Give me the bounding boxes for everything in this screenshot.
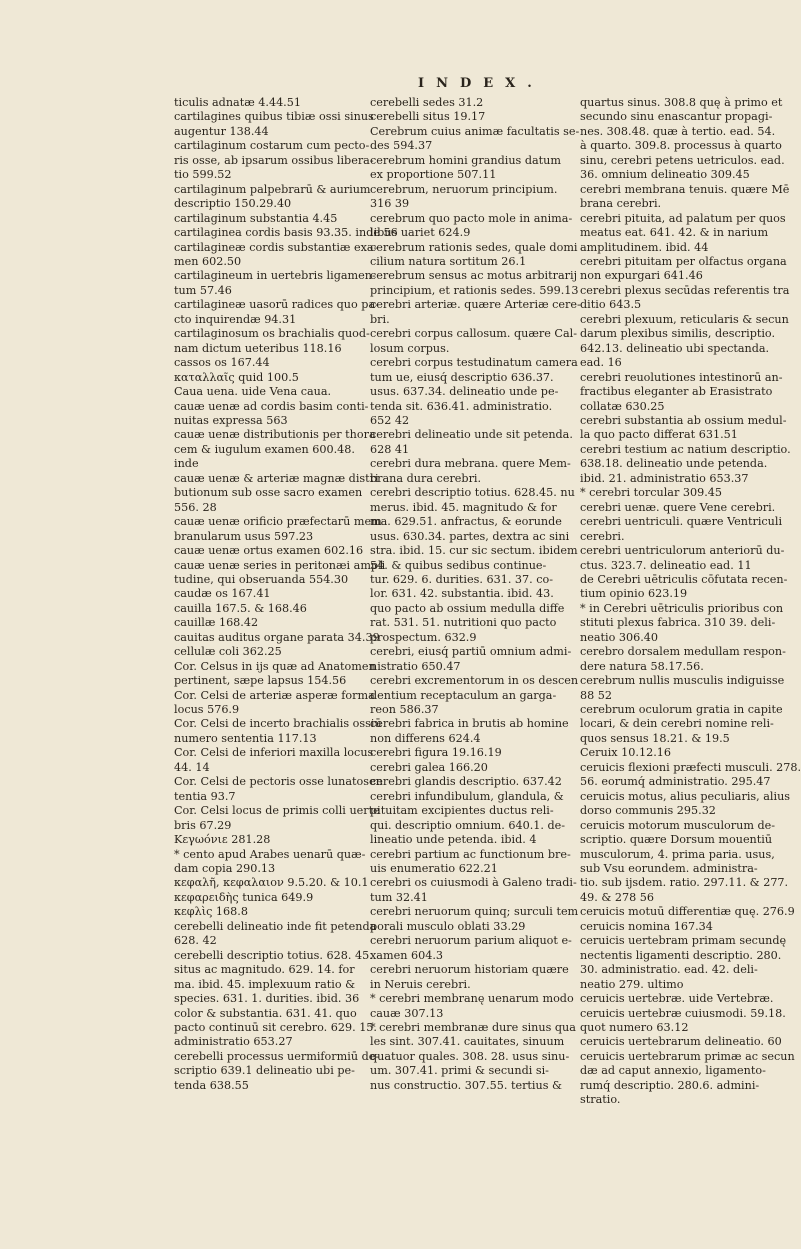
index-entry-line: bris 67.29 <box>174 818 232 832</box>
index-entry-line: numero sententia 117.13 <box>174 731 317 745</box>
index-entry-line: cerebelli sedes 31.2 <box>370 96 484 109</box>
index-entry-line: ead. 16 <box>580 356 622 370</box>
index-entry-line: * cerebri membranæ dure sinus qua <box>370 1021 576 1034</box>
index-entry-line: locari, & dein cerebri nomine reli- <box>580 717 774 731</box>
index-entry-line: cerebri galea 166.20 <box>370 760 488 774</box>
index-entry-line: cauæ uenæ & arteriæ magnæ distri <box>174 471 379 485</box>
index-entry-line: cellulæ coli 362.25 <box>174 645 282 659</box>
index-entry-line: 49. & 278 56 <box>580 890 655 904</box>
index-entry-line: cartilagines quibus tibiæ ossi sinus <box>174 110 374 124</box>
index-entry-line: lor. 631. 42. substantia. ibid. 43. <box>370 587 554 601</box>
index-entry-line: Κεγωόνιε 281.28 <box>174 833 271 847</box>
index-entry-line: cerebrum oculorum gratia in capite <box>580 703 783 717</box>
index-entry-line: cerebri uentriculi. quære Ventriculi <box>580 515 783 529</box>
index-entry-line: quos sensus 18.21. & 19.5 <box>580 731 730 745</box>
index-entry-line: ceruicis uertebram primam secundę <box>580 934 787 948</box>
index-entry-line: pacto continuū sit cerebro. 629. 15. <box>174 1021 377 1034</box>
index-entry-line: 556. 28 <box>174 500 217 514</box>
index-entry-line: meatus eat. 641. 42. & in narium <box>580 226 769 240</box>
index-entry-line: cerebri reuolutiones intestinorū an- <box>580 370 783 384</box>
index-entry-line: cerebrum sensus ac motus arbitrarij <box>370 269 578 283</box>
index-entry-line: des 594.37 <box>370 139 433 153</box>
index-entry-line: cerebri pituitam per olfactus organa <box>580 254 787 268</box>
index-entry-line: cerebri neruorum quinq; surculi tem <box>370 905 579 919</box>
index-entry-line: cerebri figura 19.16.19 <box>370 746 502 760</box>
index-entry-line: 54. & quibus sedibus continue- <box>370 558 547 572</box>
index-entry-line: cauæ uenæ ortus examen 602.16 <box>174 544 364 558</box>
index-entry-line: Cor. Celsi locus de primis colli uerte <box>174 804 380 818</box>
index-entry-line: libus uariet 624.9 <box>370 226 471 240</box>
index-entry-line: tio. sub ijsdem. ratio. 297.11. & 277. <box>580 876 789 890</box>
index-entry-line: scriptio 639.1 delineatio ubi pe- <box>174 1064 355 1078</box>
index-entry-line: xamen 604.3 <box>370 948 443 962</box>
index-entry-line: quot numero 63.12 <box>580 1021 689 1034</box>
index-entry-line: * cento apud Arabes uenarū quæ- <box>174 847 366 861</box>
index-entry-line: scriptio. quære Dorsum mouentiū <box>580 833 773 847</box>
index-entry-line: usus. 637.34. delineatio unde pe- <box>370 385 559 399</box>
index-entry-line: tium opinio 623.19 <box>580 587 688 601</box>
index-entry-line: cartilagineæ uasorū radices quo pa- <box>174 298 379 312</box>
index-entry-line: cem & iugulum examen 600.48. <box>174 442 355 456</box>
index-entry-line: quo pacto ab ossium medulla diffe <box>370 601 565 615</box>
index-entry-line: porali musculo oblati 33.29 <box>370 919 526 933</box>
index-entry-line: κεφαρειδὴς tunica 649.9 <box>174 890 314 904</box>
index-entry-line: um. 307.41. primi & secundi si- <box>370 1064 549 1078</box>
index-entry-line: brana cerebri. <box>580 197 662 211</box>
index-entry-line: neatio 279. ultimo <box>580 977 684 991</box>
index-entry-line: cerebri neruorum parium aliquot e- <box>370 934 572 948</box>
index-entry-line: bri. <box>370 312 390 326</box>
index-entry-line: cerebri, eiusq́ partiū omnium admi- <box>370 645 572 659</box>
index-entry-line: cerebri plexus secūdas referentis tra <box>580 283 790 297</box>
index-entry-line: cauæ uenæ distributionis per thora <box>174 428 376 442</box>
index-entry-line: pituitam excipientes ductus reli- <box>370 804 554 818</box>
index-entry-line: in Neruis cerebri. <box>370 977 471 991</box>
index-entry-line: 638.18. delineatio unde petenda. <box>580 457 768 471</box>
index-entry-line: ceruicis motuū differentiæ quę. 276.9 <box>580 905 795 919</box>
index-entry-line: cerebri corpus testudinatum camera <box>370 356 578 370</box>
index-entry-line: rat. 531. 51. nutritioni quo pacto <box>370 616 557 630</box>
index-entry-line: stituti plexus fabrica. 310 39. deli- <box>580 616 776 630</box>
index-entry-line: cerebri descriptio totius. 628.45. nu <box>370 486 575 500</box>
index-entry-line: cartilagineæ cordis substantiæ exa- <box>174 240 378 254</box>
index-entry-line: ceruicis uertebræ cuiusmodi. 59.18. <box>580 1006 786 1020</box>
index-entry-line: cilium natura sortitum 26.1 <box>370 254 527 268</box>
index-entry-line: * cerebri membranę uenarum modo <box>370 992 574 1006</box>
index-entry-line: nuitas expressa 563 <box>174 413 288 427</box>
index-entry-line: men 602.50 <box>174 254 242 268</box>
index-column-2 <box>370 96 581 1093</box>
index-entry-line: dam copia 290.13 <box>174 862 276 876</box>
index-entry-line: darum plexibus similis, descriptio. <box>580 327 776 341</box>
index-entry-line: non differens 624.4 <box>370 731 481 745</box>
index-entry-line: ctus. 323.7. delineatio ead. 11 <box>580 558 752 572</box>
index-entry-line: 316 39 <box>370 197 410 211</box>
index-entry-line: nes. 308.48. quæ à tertio. ead. 54. <box>580 124 776 138</box>
index-entry-line: ceruicis uertebrarum delineatio. 60 <box>580 1035 782 1049</box>
index-entry-line: cerebri uenæ. quere Vene cerebri. <box>580 500 776 514</box>
index-entry-line: sinu, cerebri petens uetriculos. ead. <box>580 153 785 167</box>
index-entry-line: reon 586.37 <box>370 703 439 717</box>
index-entry-line: musculorum, 4. prima paria. usus, <box>580 847 775 861</box>
index-entry-line: cerebelli processus uermiformiū de- <box>174 1049 380 1063</box>
index-entry-line: à quarto. 309.8. processus à quarto <box>580 139 782 153</box>
index-entry-line: cerebri neruorum historiam quære <box>370 963 569 977</box>
index-entry-line: tenda sit. 636.41. administratio. <box>370 399 553 413</box>
index-entry-line: cerebelli delineatio inde fit petenda <box>174 919 377 933</box>
index-entry-line: κεφαλῆ, κεφαλαιον 9.5.20. & 10.1 <box>174 876 369 890</box>
index-entry-line: ceruicis flexioni præfecti musculi. 278. <box>580 760 801 774</box>
index-column-3 <box>580 96 801 1108</box>
index-entry-line: 30. administratio. ead. 42. deli- <box>580 963 758 977</box>
index-entry-line: cerebri partium ac functionum bre- <box>370 847 571 861</box>
index-entry-line: cerebri dura mebrana. quere Mem- <box>370 457 571 471</box>
index-entry-line: cauilla 167.5. & 168.46 <box>174 601 307 615</box>
index-entry-line: cerebri pituita, ad palatum per quos <box>580 211 786 225</box>
index-entry-line: ma. 629.51. anfractus, & eorunde <box>370 515 562 529</box>
index-entry-line: Cerebrum cuius animæ facultatis se- <box>370 124 580 138</box>
index-entry-line: dentium receptaculum an garga- <box>370 688 557 702</box>
page-header: INDEX. <box>418 76 544 91</box>
index-entry-line: cerebri testium ac natium descriptio. <box>580 442 791 456</box>
index-entry-line: tudine, qui obseruanda 554.30 <box>174 572 349 586</box>
index-entry-line: Cor. Celsi de pectoris osse lunatosen <box>174 775 383 789</box>
index-entry-line: cauæ uenæ series in peritonæi ampli <box>174 558 386 572</box>
index-entry-line: brana dura cerebri. <box>370 471 482 485</box>
index-entry-line: rumq́ descriptio. 280.6. admini- <box>580 1078 760 1092</box>
index-entry-line: 628 41 <box>370 442 410 456</box>
index-entry-line: cerebro dorsalem medullam respon- <box>580 645 786 659</box>
index-entry-line: principium, et rationis sedes. 599.13 <box>370 283 579 297</box>
index-entry-line: cto inquirendæ 94.31 <box>174 312 297 326</box>
index-entry-line: 44. 14 <box>174 760 210 774</box>
index-entry-line: situs ac magnitudo. 629. 14. for <box>174 963 355 977</box>
index-entry-line: dere natura 58.17.56. <box>580 659 704 673</box>
index-entry-line: stratio. <box>580 1093 621 1107</box>
index-entry-line: amplitudinem. ibid. 44 <box>580 240 709 254</box>
index-entry-line: cassos os 167.44 <box>174 356 270 370</box>
index-entry-line: cerebri infundibulum, glandula, & <box>370 789 564 803</box>
index-entry-line: les sint. 307.41. cauitates, sinuum <box>370 1035 565 1049</box>
index-entry-line: ticulis adnatæ 4.44.51 <box>174 96 301 109</box>
index-entry-line: cauillæ 168.42 <box>174 616 259 630</box>
index-entry-line: ceruicis nomina 167.34 <box>580 919 713 933</box>
index-entry-line: nus constructio. 307.55. tertius & <box>370 1078 562 1092</box>
index-entry-line: neatio 306.40 <box>580 630 659 644</box>
index-entry-line: non expurgari 641.46 <box>580 269 703 283</box>
index-entry-line: la quo pacto differat 631.51 <box>580 428 738 442</box>
index-entry-line: secundo sinu enascantur propagi- <box>580 110 773 124</box>
index-entry-line: de Cerebri uētriculis cōfutata recen- <box>580 572 788 586</box>
index-entry-line: 642.13. delineatio ubi spectanda. <box>580 341 770 355</box>
index-entry-line: caudæ os 167.41 <box>174 587 271 601</box>
index-entry-line: losum corpus. <box>370 341 450 355</box>
index-entry-line: 628. 42 <box>174 934 217 948</box>
index-entry-line: cauæ 307.13 <box>370 1006 444 1020</box>
index-entry-line: cerebrum homini grandius datum <box>370 153 561 167</box>
index-entry-line: Cor. Celsi de incerto brachialis ossiū <box>174 717 382 731</box>
index-entry-line: Ceruix 10.12.16 <box>580 746 671 760</box>
index-entry-line: * cerebri torcular 309.45 <box>580 486 722 500</box>
index-entry-line: inde <box>174 457 199 471</box>
index-entry-line: sub Vsu eorundem. administra- <box>580 862 758 876</box>
index-entry-line: nectentis ligamenti descriptio. 280. <box>580 948 782 962</box>
index-entry-line: cerebri os cuiusmodi à Galeno tradi- <box>370 876 577 890</box>
index-entry-line: fractibus eleganter ab Erasistrato <box>580 385 773 399</box>
index-entry-line: descriptio 150.29.40 <box>174 197 292 211</box>
index-entry-line: species. 631. 1. durities. ibid. 36 <box>174 992 360 1006</box>
index-entry-line: administratio 653.27 <box>174 1035 293 1049</box>
index-entry-line: cerebri corpus callosum. quære Cal- <box>370 327 578 341</box>
index-entry-line: cerebri substantia ab ossium medul- <box>580 413 787 427</box>
index-entry-line: cerebri excrementorum in os descen <box>370 674 579 688</box>
index-entry-line: tenda 638.55 <box>174 1078 249 1092</box>
index-entry-line: Caua uena. uide Vena caua. <box>174 385 332 399</box>
index-entry-line: cerebelli descriptio totius. 628. 45. <box>174 948 373 962</box>
index-entry-line: quartus sinus. 308.8 quę à primo et <box>580 96 783 109</box>
index-entry-line: tentia 93.7 <box>174 789 236 803</box>
index-entry-line: cerebelli situs 19.17 <box>370 110 486 124</box>
index-entry-line: collatæ 630.25 <box>580 399 665 413</box>
index-entry-line: tur. 629. 6. durities. 631. 37. co- <box>370 572 554 586</box>
index-entry-line: ceruicis uertebræ. uide Vertebræ. <box>580 992 774 1006</box>
index-entry-line: cerebrum rationis sedes, quale domi <box>370 240 578 254</box>
index-entry-line: Cor. Celsi de arteriæ asperæ forma <box>174 688 375 702</box>
index-entry-line: cerebri glandis descriptio. 637.42 <box>370 775 562 789</box>
index-entry-line: cartilaginum costarum cum pecto- <box>174 139 370 153</box>
index-entry-line: cartilaginea cordis basis 93.35. inde 56 <box>174 226 398 240</box>
index-entry-line: dorso communis 295.32 <box>580 804 716 818</box>
index-entry-line: κεφλὶς 168.8 <box>174 905 248 919</box>
index-entry-line: cerebri fabrica in brutis ab homine <box>370 717 569 731</box>
index-entry-line: 88 52 <box>580 688 613 702</box>
index-entry-line: ditio 643.5 <box>580 298 642 312</box>
index-entry-line: cerebrum quo pacto mole in anima- <box>370 211 573 225</box>
index-entry-line: * in Cerebri uētriculis prioribus con <box>580 601 784 615</box>
index-entry-line: pertinent, sæpe lapsus 154.56 <box>174 674 347 688</box>
index-entry-line: prospectum. 632.9 <box>370 630 477 644</box>
index-entry-line: ceruicis motorum musculorum de- <box>580 818 776 832</box>
index-entry-line: color & substantia. 631. 41. quo <box>174 1006 357 1020</box>
index-entry-line: uis enumeratio 622.21 <box>370 862 498 876</box>
index-entry-line: ma. ibid. 45. implexuum ratio & <box>174 977 356 991</box>
index-entry-line: 36. omnium delineatio 309.45 <box>580 168 750 182</box>
index-entry-line: tio 599.52 <box>174 168 232 182</box>
index-entry-line: usus. 630.34. partes, dextra ac sini <box>370 529 570 543</box>
index-entry-line: ibid. 21. administratio 653.37 <box>580 471 749 485</box>
index-entry-line: cauitas auditus organe parata 34.39 <box>174 630 380 644</box>
index-entry-line: stra. ibid. 15. cur sic sectum. ibidem <box>370 544 578 558</box>
index-entry-line: καταλλαῖς quid 100.5 <box>174 370 299 384</box>
index-entry-line: tum ue, eiusq́ descriptio 636.37. <box>370 370 554 384</box>
index-entry-line: cerebri delineatio unde sit petenda. <box>370 428 573 442</box>
index-entry-line: cerebri membrana tenuis. quære Mē <box>580 182 790 196</box>
index-entry-line: tum 32.41 <box>370 890 428 904</box>
index-entry-line: qui. descriptio omnium. 640.1. de- <box>370 818 566 832</box>
index-entry-line: 56. eorumq́ administratio. 295.47 <box>580 775 771 789</box>
index-entry-line: cerebrum, neruorum principium. <box>370 182 558 196</box>
index-entry-line: Cor. Celsi de inferiori maxilla locus <box>174 746 374 760</box>
index-entry-line: nam dictum ueteribus 118.16 <box>174 341 342 355</box>
index-entry-line: lineatio unde petenda. ibid. 4 <box>370 833 537 847</box>
index-entry-line: cartilagineum in uertebris ligamen- <box>174 269 376 283</box>
index-entry-line: ceruicis motus, alius peculiaris, alius <box>580 789 791 803</box>
index-entry-line: ceruicis uertebrarum primæ ac secun <box>580 1049 795 1063</box>
index-entry-line: augentur 138.44 <box>174 124 269 138</box>
index-entry-line: cerebri uentriculorum anteriorū du- <box>580 544 785 558</box>
index-entry-line: ex proportione 507.11 <box>370 168 497 182</box>
index-entry-line: cartilaginum palpebrarū & aurium <box>174 182 371 196</box>
index-entry-line: cartilaginum substantia 4.45 <box>174 211 338 225</box>
index-entry-line: dæ ad caput annexio, ligamento- <box>580 1064 766 1078</box>
index-entry-line: cerebri plexuum, reticularis & secun <box>580 312 789 326</box>
index-entry-line: cerebri. <box>580 529 625 543</box>
index-entry-line: cerebrum nullis musculis indiguisse <box>580 674 785 688</box>
index-entry-line: quatuor quales. 308. 28. usus sinu- <box>370 1049 570 1063</box>
index-entry-line: cerebri arteriæ. quære Arteriæ cere- <box>370 298 581 312</box>
index-entry-line: cauæ uenæ ad cordis basim conti- <box>174 399 369 413</box>
index-entry-line: locus 576.9 <box>174 703 240 717</box>
index-entry-line: cauæ uenæ orificio præfectarū mem <box>174 515 382 529</box>
index-entry-line: Cor. Celsus in ijs quæ ad Anatomen <box>174 659 376 673</box>
index-entry-line: merus. ibid. 45. magnitudo & for <box>370 500 557 514</box>
index-entry-line: nistratio 650.47 <box>370 659 461 673</box>
index-entry-line: 652 42 <box>370 413 410 427</box>
index-entry-line: butionum sub osse sacro examen <box>174 486 363 500</box>
index-entry-line: ris osse, ab ipsarum ossibus libera- <box>174 153 374 167</box>
index-entry-line: cartilaginosum os brachialis quod- <box>174 327 370 341</box>
index-entry-line: branularum usus 597.23 <box>174 529 314 543</box>
index-entry-line: tum 57.46 <box>174 283 232 297</box>
